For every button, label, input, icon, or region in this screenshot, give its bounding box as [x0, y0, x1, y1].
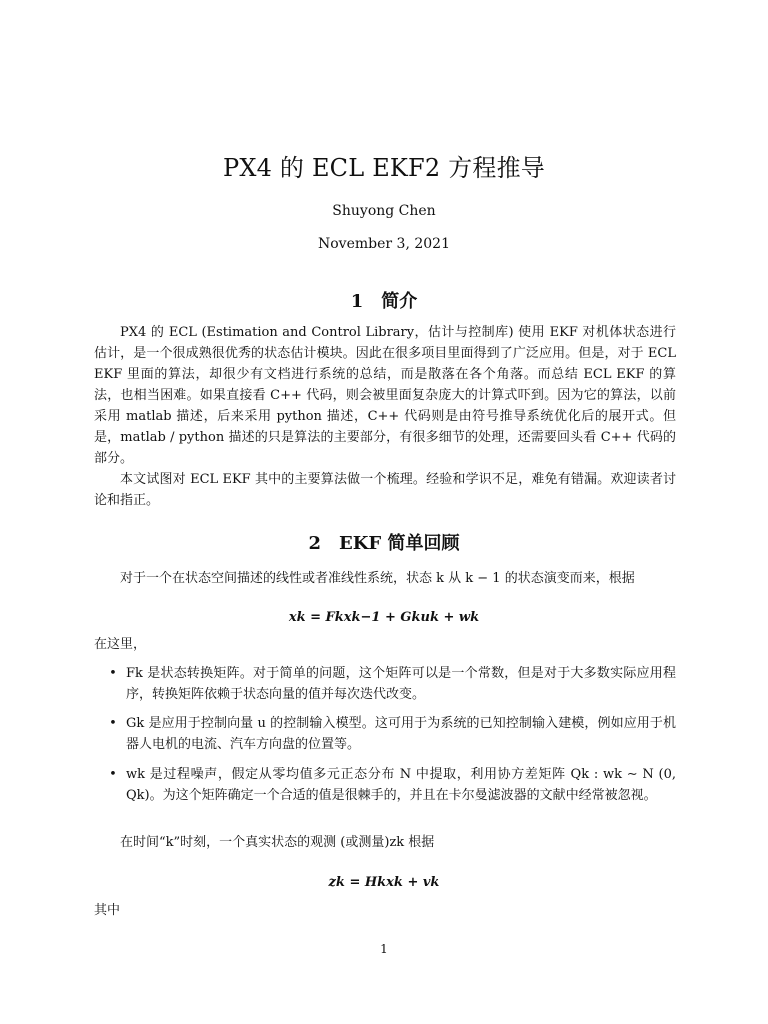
observation-intro: 在时间“k”时刻，一个真实状态的观测 (或测量)zk 根据 — [120, 835, 435, 850]
section-1-heading — [0, 290, 768, 314]
author-name: Shuyong Chen — [332, 203, 436, 219]
bullet-dot: • — [109, 767, 117, 782]
bullet-text: wk 是过程噪声，假定从零均值多元正态分布 N 中提取，利用协方差矩阵 Qk : wk ∼ N (0, Qk)。为这个矩阵确定一个合适的值是很棘手的，并且在卡尔曼滤波器的文献中经常被忽视。 — [126, 767, 676, 803]
publication-date: November 3, 2021 — [318, 236, 450, 252]
section-2-intro: 对于一个在状态空间描述的线性或者准线性系统，状态 k 从 k − 1 的状态演变而来，根据 — [120, 571, 635, 586]
wherein-label: 其中 — [94, 903, 121, 918]
section-2-number: 2 — [308, 533, 322, 554]
page-number: 1 — [380, 942, 388, 956]
bullet-item-wk — [106, 764, 676, 806]
bullet-item-fk — [106, 663, 676, 705]
paper-title: PX4 的 ECL EKF2 方程推导 — [222, 154, 545, 182]
observation-equation: zk = Hkxk + vk — [328, 875, 440, 890]
section-1-number: 1 — [350, 291, 364, 312]
bullet-dot: • — [109, 666, 117, 681]
bullet-dot: • — [109, 716, 117, 731]
state-transition-equation: xk = Fkxk−1 + Gkuk + wk — [288, 610, 480, 625]
bullet-item-gk — [106, 713, 676, 755]
bullet-text: Gk 是应用于控制向量 u 的控制输入模型。这可用于为系统的已知控制输入建模，例如应用于机器人电机的电流、汽车方向盘的位置等。 — [126, 716, 676, 752]
where-label: 在这里， — [94, 637, 147, 652]
bullet-text: Fk 是状态转换矩阵。对于简单的问题，这个矩阵可以是一个常数，但是对于大多数实际应用程序，转换矩阵依赖于状态向量的值并每次迭代改变。 — [126, 666, 676, 702]
section-1-title: 简介 — [381, 291, 418, 312]
section-1-paragraph-1: PX4 的 ECL (Estimation and Control Library，估计与控制库) 使用 EKF 对机体状态进行估计，是一个很成熟很优秀的状态估计模块。因此在很多项目里面得到了广泛应用。但是，对于 ECL EKF 里面的算法，却很少有文档进行系统的总结，而是散落在各个角落。而总结 ECL EKF 的算法，也相当困难。如果直接看 C++ 代码，则会被里面复杂庞大的计算式吓到。因为它的算法，以前采用 matlab 描述，后来采用 python 描述，C++ 代码则是由符号推导系统优化后的展开式。但是，matlab / python 描述的只是算法的主要部分，有很多细节的处理，还需要回头看 C++ 代码的部分。 — [94, 325, 676, 466]
section-1-paragraph-2: 本文试图对 ECL EKF 其中的主要算法做一个梳理。经验和学识不足，难免有错漏。欢迎读者讨论和指正。 — [94, 472, 676, 508]
section-2-title: EKF 简单回顾 — [339, 533, 460, 554]
section-2-heading — [0, 532, 768, 556]
